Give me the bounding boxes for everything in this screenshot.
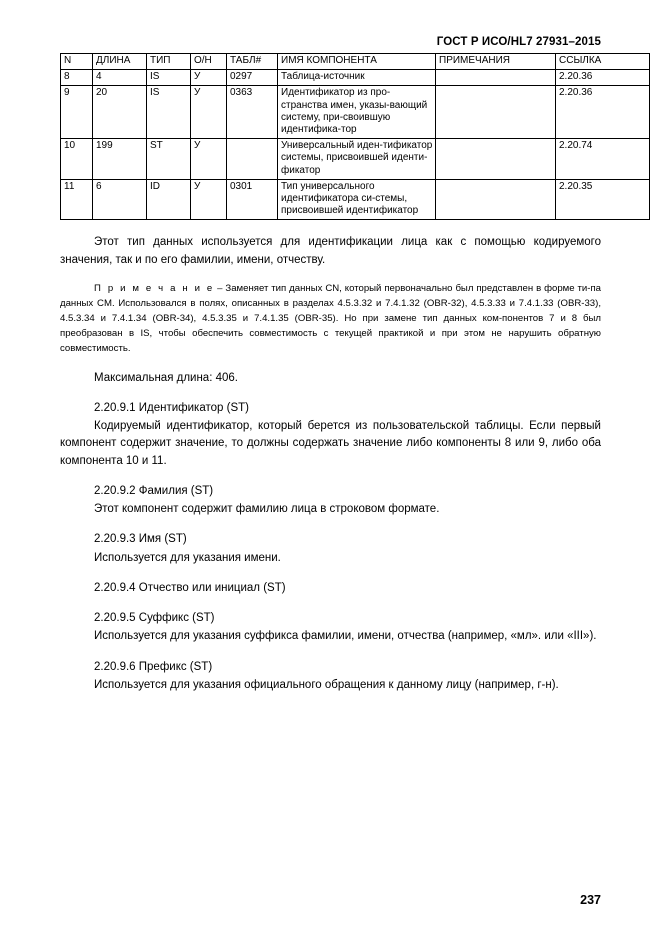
component-table: [60, 53, 650, 220]
section-title: 2.20.9.2 Фамилия (ST): [94, 484, 214, 497]
section-title: 2.20.9.5 Суффикс (ST): [94, 612, 215, 625]
section-2-20-9-4: [60, 580, 601, 597]
section-title: 2.20.9.1 Идентификатор (ST): [94, 401, 249, 414]
cell-link: 2.20.35: [556, 179, 650, 220]
cell-length: 6: [93, 179, 147, 220]
section-text: Используется для указания официального обращения к данному лицу (например, г-н).: [94, 678, 559, 691]
column-header-n: N: [61, 54, 93, 70]
cell-oh: У: [191, 70, 227, 86]
cell-component-name: Универсальный иден-тификатор системы, присвоившей иденти-фикатор: [278, 139, 436, 180]
column-header-tabl: ТАБЛ#: [227, 54, 278, 70]
cell-n: 10: [61, 139, 93, 180]
cell-tabl: [227, 139, 278, 180]
section-text: Этот компонент содержит фамилию лица в строковом формате.: [94, 503, 440, 516]
section-title: 2.20.9.6 Префикс (ST): [94, 660, 213, 673]
cell-type: ID: [147, 179, 191, 220]
cell-oh: У: [191, 139, 227, 180]
cell-n: 8: [61, 70, 93, 86]
cell-type: ST: [147, 139, 191, 180]
column-header-oh: O/H: [191, 54, 227, 70]
note-text: – Заменяет тип данных CN, который первоначально был представлен в форме ти-па данных CM. Использовался в полях, описанных в разделах 4.5.3.32 и 7.4.1.32 (OBR-32), 4.5.3.33 и 7.4.1.33 (OBR-33), 4.5.3.34 и 7.4.1.34 (OBR-34), 4.5.3.35 и 7.4.1.35 (OBR-35). Но при замене тип данных ком-понентов 7 и 8 был преобразован в IS, чтобы обеспечить совместимость с текущей практикой и при этом не нарушить обратную совместимость.: [60, 282, 601, 355]
cell-link: 2.20.36: [556, 70, 650, 86]
cell-type: IS: [147, 86, 191, 139]
note-label: П р и м е ч а н и е: [94, 282, 215, 294]
section-2-20-9-5: [60, 610, 601, 646]
cell-oh: У: [191, 179, 227, 220]
cell-link: 2.20.36: [556, 86, 650, 139]
column-header-type: ТИП: [147, 54, 191, 70]
table-row: [61, 86, 650, 139]
section-title: 2.20.9.4 Отчество или инициал (ST): [94, 581, 286, 594]
table-header-row: [61, 54, 650, 70]
column-header-notes: ПРИМЕЧАНИЯ: [436, 54, 556, 70]
section-text: Используется для указания суффикса фамилии, имени, отчества (например, «мл». или «III»).: [94, 630, 597, 643]
intro-text: Этот тип данных используется для идентификации лица как с помощью кодируемого значения, так и по его фамилии, имени, отчеству.: [60, 236, 601, 266]
cell-tabl: 0297: [227, 70, 278, 86]
cell-n: 11: [61, 179, 93, 220]
max-length-paragraph: [60, 370, 601, 387]
cell-tabl: 0301: [227, 179, 278, 220]
cell-component-name: Идентификатор из про-странства имен, указы-вающий систему, при-своившую идентифика-тор: [278, 86, 436, 139]
cell-n: 9: [61, 86, 93, 139]
cell-type: IS: [147, 70, 191, 86]
note-block: [60, 281, 601, 357]
cell-notes: [436, 70, 556, 86]
cell-notes: [436, 139, 556, 180]
cell-notes: [436, 86, 556, 139]
intro-paragraph: [60, 234, 601, 269]
section-2-20-9-6: [60, 659, 601, 695]
max-length-text: Максимальная длина: 406.: [94, 371, 238, 384]
section-title: 2.20.9.3 Имя (ST): [94, 533, 187, 546]
cell-component-name: Тип универсального идентификатора си-стемы, присвоившей идентификатор: [278, 179, 436, 220]
cell-length: 199: [93, 139, 147, 180]
column-header-link: ССЫЛКА: [556, 54, 650, 70]
cell-tabl: 0363: [227, 86, 278, 139]
section-2-20-9-1: [60, 400, 601, 470]
page-number: 237: [580, 893, 601, 907]
column-header-component-name: ИМЯ КОМПОНЕНТА: [278, 54, 436, 70]
cell-link: 2.20.74: [556, 139, 650, 180]
column-header-length: ДЛИНА: [93, 54, 147, 70]
cell-oh: У: [191, 86, 227, 139]
section-text: Кодируемый идентификатор, который берется из пользовательской таблицы. Если первый компонент содержит значение, то должны содержать значение либо компоненты 8 или 9, либо оба компонента 10 и 11.: [60, 420, 601, 467]
cell-length: 4: [93, 70, 147, 86]
table-row: [61, 179, 650, 220]
section-text: Используется для указания имени.: [94, 551, 281, 564]
section-2-20-9-2: [60, 483, 601, 519]
table-row: [61, 139, 650, 180]
section-2-20-9-3: [60, 531, 601, 567]
table-row: [61, 70, 650, 86]
cell-component-name: Таблица-источник: [278, 70, 436, 86]
cell-length: 20: [93, 86, 147, 139]
page-header: ГОСТ Р ИСО/HL7 27931–2015: [436, 36, 601, 48]
cell-notes: [436, 179, 556, 220]
